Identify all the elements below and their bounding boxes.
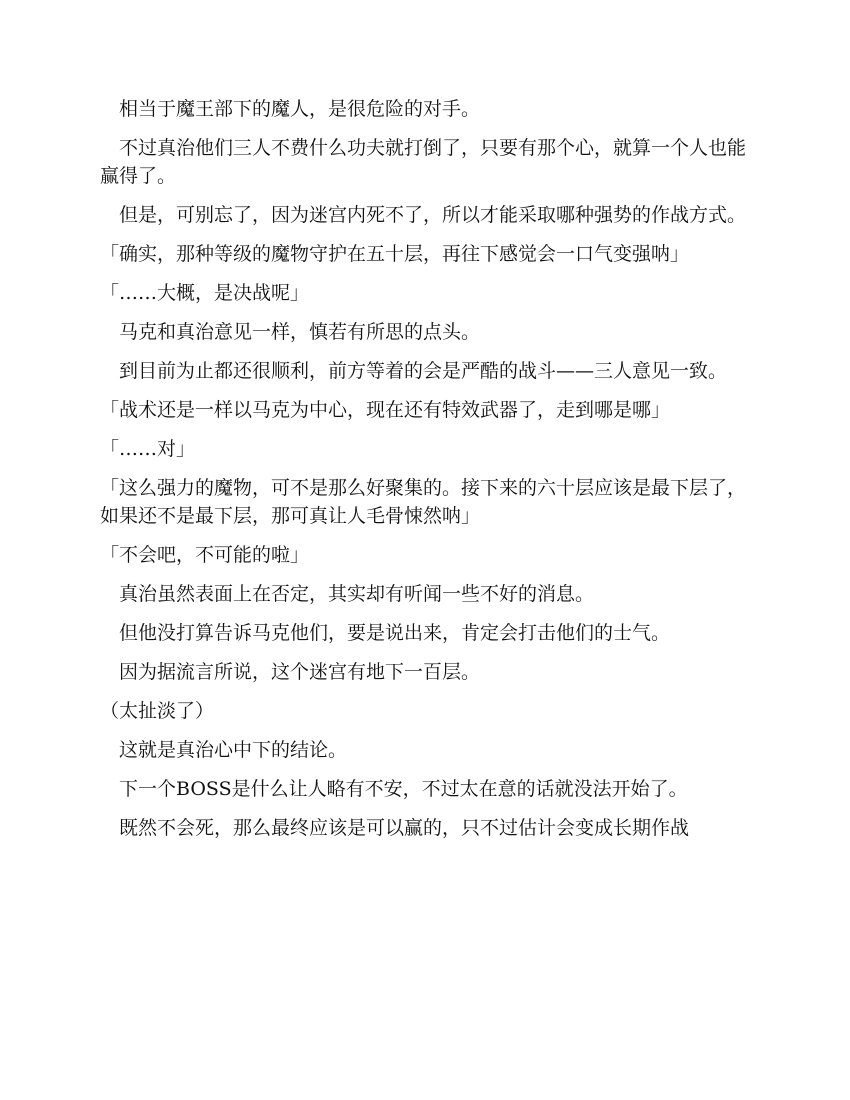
dialogue-line: 「这么强力的魔物，可不是那么好聚集的。接下来的六十层应该是最下层了，如果还不是最下层，那可真让人毛骨悚然呐」	[100, 477, 747, 527]
dialogue-line: 「战术还是一样以马克为中心，现在还有特效武器了，走到哪是哪」	[100, 399, 671, 421]
paragraph: 但他没打算告诉马克他们，要是说出来，肯定会打击他们的士气。	[100, 622, 671, 644]
paragraph: 不过真治他们三人不费什么功夫就打倒了，只要有那个心，就算一个人也能赢得了。	[100, 137, 747, 187]
paragraph: 但是，可别忘了，因为迷宫内死不了，所以才能采取哪种强势的作战方式。	[100, 204, 747, 226]
paragraph: 因为据流言所说，这个迷宫有地下一百层。	[100, 661, 481, 683]
dialogue-line: 「不会吧，不可能的啦」	[100, 544, 310, 566]
paragraph: 到目前为止都还很顺利，前方等着的会是严酷的战斗——三人意见一致。	[100, 360, 728, 382]
dialogue-line: 「……大概，是决战呢」	[100, 282, 310, 304]
thought-line: （太扯淡了）	[100, 700, 215, 722]
paragraph: 真治虽然表面上在否定，其实却有听闻一些不好的消息。	[100, 583, 595, 605]
paragraph: 既然不会死，那么最终应该是可以赢的，只不过估计会变成长期作战	[100, 817, 690, 839]
document-page	[100, 95, 750, 853]
paragraph: 下一个BOSS是什么让人略有不安，不过太在意的话就没法开始了。	[100, 778, 688, 800]
dialogue-line: 「确实，那种等级的魔物守护在五十层，再往下感觉会一口气变强呐」	[100, 243, 690, 265]
paragraph: 这就是真治心中下的结论。	[100, 739, 348, 761]
dialogue-line: 「……对」	[100, 438, 196, 460]
paragraph: 马克和真治意见一样，慎若有所思的点头。	[100, 321, 481, 343]
paragraph: 相当于魔王部下的魔人，是很危险的对手。	[100, 98, 481, 120]
